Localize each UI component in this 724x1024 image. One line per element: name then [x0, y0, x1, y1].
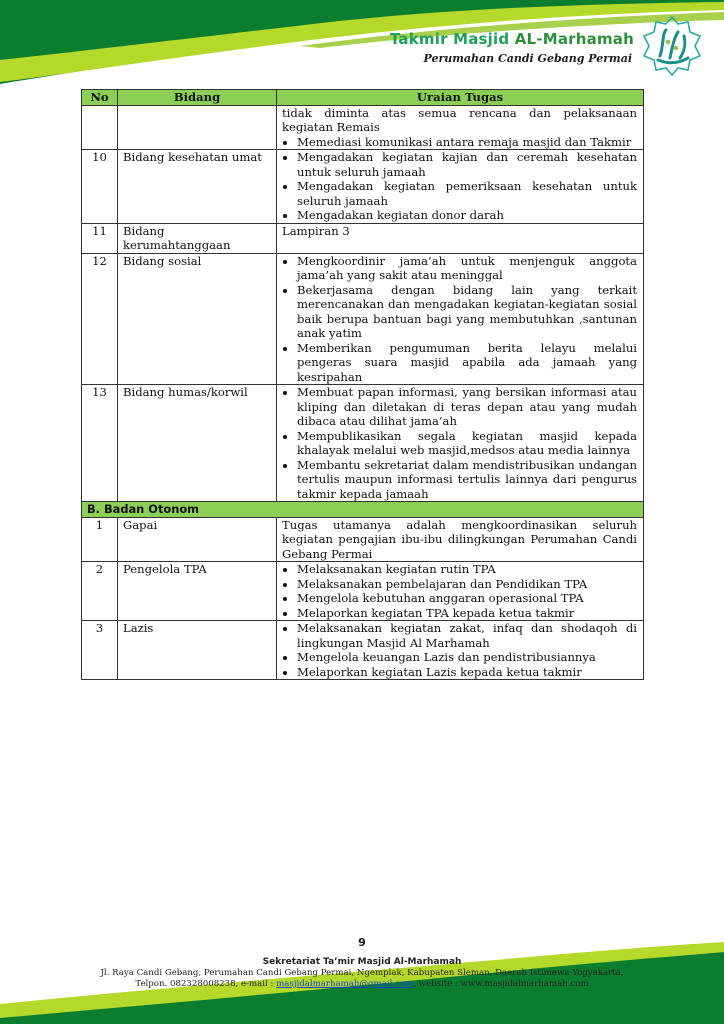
- duty-item: • Bekerjasama dengan bidang lain yang terkait merencanakan dan mengadakan kegiatan-kegiatan sosial baik berupa bantuan bagi yang membutuhkan ,santunan anak yatim: [297, 283, 637, 341]
- footer-text: [0, 957, 724, 990]
- row-number: 10: [82, 150, 118, 224]
- duties-table: [81, 89, 644, 680]
- duty-item: • Membuat papan informasi, yang bersikan informasi atau kliping dan diletakan di teras depan atau yang mudah dibaca atau dilihat jama’ah: [297, 385, 637, 429]
- row-uraian: [277, 621, 644, 680]
- footer-email-link[interactable]: masjidalmarhamah@gmail.com: [276, 979, 414, 989]
- row-bidang: Gapai: [118, 517, 277, 562]
- row-number: 13: [82, 385, 118, 502]
- table-row: [82, 150, 644, 224]
- footer-org: Sekretariat Ta’mir Masjid Al-Marhamah: [262, 957, 462, 967]
- row-number: 12: [82, 253, 118, 385]
- row-number: 3: [82, 621, 118, 680]
- table-header-row: [82, 90, 644, 106]
- footer-address: Jl. Raya Candi Gebang, Perumahan Candi Gebang Permai, Ngemplak, Kabupaten Sleman, Daerah Istimewa Yogyakarta,: [100, 968, 624, 978]
- row-uraian: [277, 223, 644, 253]
- duty-list: [282, 254, 637, 385]
- duty-list: [282, 385, 637, 501]
- row-bidang: [118, 105, 277, 150]
- row-bidang: Bidang kerumahtanggaan: [118, 223, 277, 253]
- duty-item: • Melaporkan kegiatan Lazis kepada ketua takmir: [297, 665, 637, 680]
- footer-phone: Telpon. 082328008238, e-mail :: [135, 979, 277, 989]
- duty-list: [282, 621, 637, 679]
- row-bidang: Pengelola TPA: [118, 562, 277, 621]
- table-row: [82, 253, 644, 385]
- row-bidang: Bidang humas/korwil: [118, 385, 277, 502]
- duty-item: • Melaksanakan kegiatan rutin TPA: [297, 562, 637, 577]
- table-row: [82, 562, 644, 621]
- footer-website: , website : www.masjidalmarhamah.com: [413, 979, 589, 989]
- table-row: [82, 223, 644, 253]
- duty-item: • Mengelola keuangan Lazis dan pendistribusiannya: [297, 650, 637, 665]
- table-body: [82, 105, 644, 680]
- footer-contact: [0, 979, 724, 990]
- duty-text: Tugas utamanya adalah mengkoordinasikan seluruh kegiatan pengajian ibu-ibu dilingkungan Perumahan Candi Gebang Permai: [282, 517, 637, 561]
- duty-item: • Memberikan pengumuman berita lelayu melalui pengeras suara masjid apabila ada jamaah yang kesripahan: [297, 341, 637, 385]
- row-uraian: [277, 385, 644, 502]
- row-uraian: [277, 253, 644, 385]
- duty-item: • Melaksanakan kegiatan zakat, infaq dan shodaqoh di lingkungan Masjid Al Marhamah: [297, 621, 637, 650]
- row-uraian: [277, 517, 644, 562]
- duty-list: [282, 562, 637, 620]
- duty-list: [282, 150, 637, 223]
- row-uraian: [277, 562, 644, 621]
- arabic-calligraphy-logo-icon: [640, 14, 704, 78]
- section-title: B. Badan Otonom: [82, 502, 644, 518]
- row-uraian: [277, 150, 644, 224]
- page-number: 9: [358, 936, 366, 949]
- duty-item: • Memediasi komunikasi antara remaja masjid dan Takmir: [297, 135, 637, 150]
- table-row: [82, 385, 644, 502]
- row-bidang: Bidang sosial: [118, 253, 277, 385]
- column-header-bidang: Bidang: [118, 90, 277, 106]
- duty-item: • Mengadakan kegiatan kajian dan ceremah kesehatan untuk seluruh jamaah: [297, 150, 637, 179]
- row-number: 11: [82, 223, 118, 253]
- duty-item: • Mengadakan kegiatan donor darah: [297, 208, 637, 223]
- row-uraian: [277, 105, 644, 150]
- row-number: 1: [82, 517, 118, 562]
- duty-text: Lampiran 3: [282, 223, 350, 238]
- duty-text: tidak diminta atas semua rencana dan pelaksanaan kegiatan Remais: [282, 105, 637, 134]
- row-number: [82, 105, 118, 150]
- duty-list: [282, 135, 637, 150]
- duty-item: • Mengkoordinir jama’ah untuk menjenguk anggota jama’ah yang sakit atau meninggal: [297, 254, 637, 283]
- table-row: [82, 105, 644, 150]
- header-subtitle: Perumahan Candi Gebang Permai: [423, 52, 632, 65]
- duty-item: • Mempublikasikan segala kegiatan masjid kepada khalayak melalui web masjid,medsos atau media lainnya: [297, 429, 637, 458]
- duty-item: • Melaporkan kegiatan TPA kepada ketua takmir: [297, 606, 637, 621]
- duty-item: • Membantu sekretariat dalam mendistribusikan undangan tertulis maupun informasi tertulis lainnya dari pengurus takmir kepada jamaah: [297, 458, 637, 502]
- duty-item: • Mengelola kebutuhan anggaran operasional TPA: [297, 591, 637, 606]
- column-header-no: No: [82, 90, 118, 106]
- duty-item: • Melaksanakan pembelajaran dan Pendidikan TPA: [297, 577, 637, 592]
- header-title: Takmir Masjid AL-Marhamah: [389, 30, 634, 48]
- duty-item: • Mengadakan kegiatan pemeriksaan kesehatan untuk seluruh jamaah: [297, 179, 637, 208]
- row-bidang: Bidang kesehatan umat: [118, 150, 277, 224]
- row-bidang: Lazis: [118, 621, 277, 680]
- section-header-row: [82, 502, 644, 518]
- table-row: [82, 517, 644, 562]
- row-number: 2: [82, 562, 118, 621]
- column-header-uraian: Uraian Tugas: [277, 90, 644, 106]
- table-row: [82, 621, 644, 680]
